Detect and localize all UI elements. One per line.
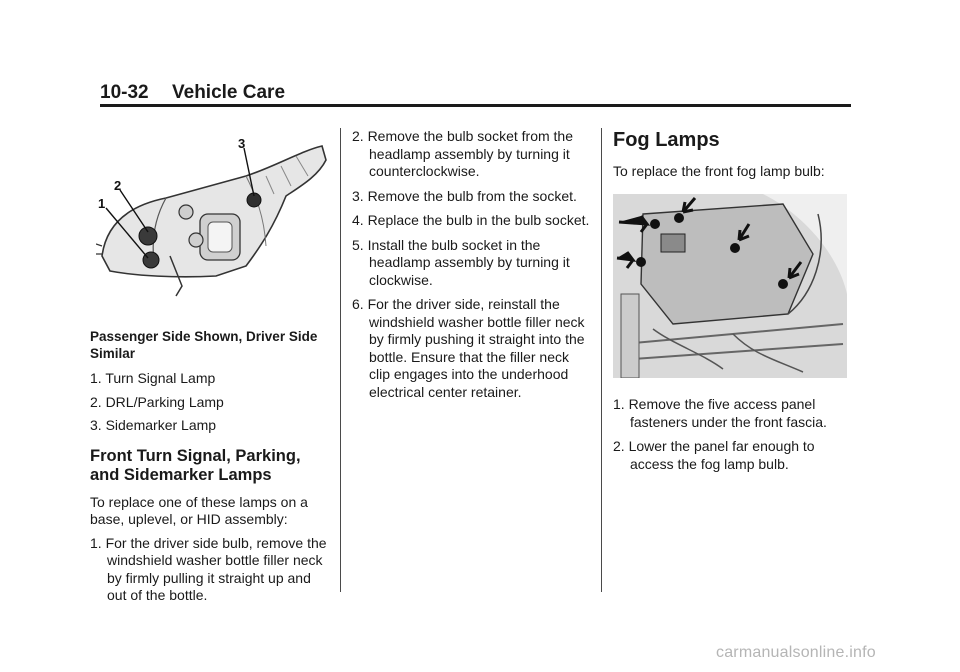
step-item: 5. Install the bulb socket in the headlamp assembly by turning it clockwise. <box>352 236 570 288</box>
column-divider-right <box>601 128 602 592</box>
page-number: 10-32 <box>100 82 149 103</box>
column-3-steps <box>613 396 853 473</box>
step-item: 1. For the driver side bulb, remove the windshield washer bottle filler neck by firmly pulling it straight up and out of the bottle. <box>90 534 327 603</box>
step-item: 2. Lower the panel far enough to access the fog lamp bulb. <box>613 438 815 472</box>
page-header <box>100 78 850 106</box>
intro-text: To replace the front fog lamp bulb: <box>613 163 825 179</box>
step-item: 1. Remove the five access panel fasteners under the front fascia. <box>613 396 827 430</box>
section-title: Vehicle Care <box>172 82 286 103</box>
step-item: 4. Replace the bulb in the bulb socket. <box>352 212 590 228</box>
column-2 <box>352 128 592 401</box>
headlamp-illustration <box>96 136 330 306</box>
legend-item: 1. Turn Signal Lamp <box>90 370 216 386</box>
step-item: 6. For the driver side, reinstall the windshield washer bottle filler neck by firmly pushing it straight into the bottle. Ensure that the filler neck clip engages into the underhood electrical center retainer. <box>352 296 585 400</box>
callout-3: 3 <box>238 136 246 151</box>
callout-2: 2 <box>114 178 122 193</box>
legend-item: 2. DRL/Parking Lamp <box>90 393 224 410</box>
column-divider-left <box>340 128 341 592</box>
step-item: 2. Remove the bulb socket from the headlamp assembly by turning it counterclockwise. <box>352 128 573 179</box>
intro-text: To replace one of these lamps on a base, uplevel, or HID assembly: <box>90 493 308 527</box>
callout-1: 1 <box>98 196 106 211</box>
header-rule <box>100 104 851 107</box>
step-item: 3. Remove the bulb from the socket. <box>352 187 577 204</box>
column-3 <box>613 128 853 181</box>
fog-lamp-illustration <box>613 194 847 378</box>
section-heading: Fog Lamps <box>613 129 720 151</box>
legend-item: 3. Sidemarker Lamp <box>90 417 217 433</box>
figure-caption: Passenger Side Shown, Driver Side Similar <box>90 329 318 361</box>
section-heading: Front Turn Signal, Parking, and Sidemarker Lamps <box>90 446 301 484</box>
watermark: carmanualsonline.info <box>716 644 876 661</box>
column-1 <box>90 328 330 605</box>
